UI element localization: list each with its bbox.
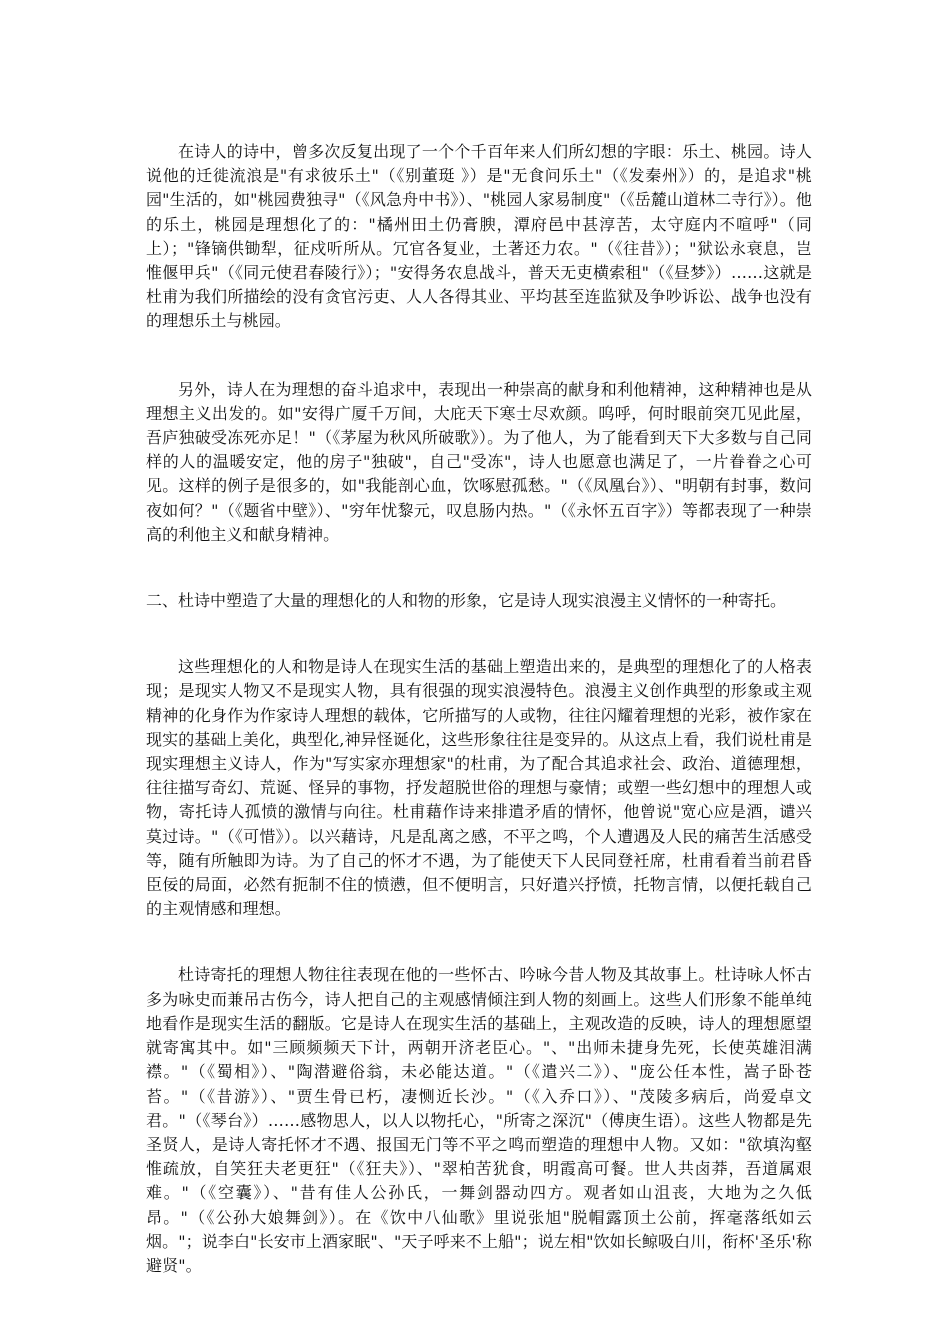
- paragraph-spacer: [146, 921, 812, 963]
- paragraph-spacer: [146, 547, 812, 589]
- paragraph-spacer: [146, 334, 812, 378]
- document-page: [146, 140, 812, 1278]
- paragraph-spacer: [146, 613, 812, 655]
- paragraph-historical-figures: 杜诗寄托的理想人物往往表现在他的一些怀古、吟咏今昔人物及其故事上。杜诗咏人怀古多为咏史而兼吊古伤今，诗人把自己的主观感情倾注到人物的刻画上。这些人们形象不能单纯地看作是现实生活的翻版。它是诗人在现实生活的基础上，主观改造的反映，诗人的理想愿望就寄寓其中。如"三顾频频天下计，两朝开济老臣心。"、"出师未捷身先死，长使英雄泪满襟。"（《蜀相》）、"陶潜避俗翁，未必能达道。"（《遣兴二》）、"庞公任本性，嵩子卧苍苔。"（《昔游》）、"贾生骨已朽，凄恻近长沙。"（《入乔口》）、"茂陵多病后，尚爱卓文君。"（《琴台》）……感物思人，以人以物托心，"所寄之深沉"（傅庚生语）。这些人物都是先圣贤人，是诗人寄托怀才不遇、报国无门等不平之鸣而塑造的理想中人物。又如："欲填沟壑惟疏放，自笑狂夫老更狂"（《狂夫》）、"翠柏苦犹食，明霞高可餐。世人共卤莽，吾道属艰难。"（《空囊》）、"昔有佳人公孙氏，一舞剑器动四方。观者如山沮丧，大地为之久低昂。"（《公孙大娘舞剑》）。在《饮中八仙歌》里说张旭"脱帽露顶土公前，挥毫落纸如云烟。"；说李白"长安市上酒家眠"、"天子呼来不上船"；说左相"饮如长鲸吸白川，衔杯'圣乐'称避贤"。: [146, 965, 812, 1275]
- paragraph-paradise: 在诗人的诗中，曾多次反复出现了一个个千百年来人们所幻想的字眼：乐土、桃园。诗人说他的迁徙流浪是"有求彼乐土"（《别董珽 》）是"无食问乐土"（《发秦州》）的，是追求"桃园"生活的，如"桃园费独寻"（《风急舟中书》）、"桃园人家易制度"（《岳麓山道林二寺行》）。他的乐土，桃园是理想化了的："橘州田土仍膏腴，潭府邑中甚淳苦，太守庭内不喧呼"（同上）；"锋镝供锄犁，征戍听所从。冗官各复业，土著还力农。"（《往昔》）；"狱讼永衰息，岂惟偃甲兵"（《同元使君春陵行》）；"安得务农息战斗，普天无吏横索租"（《昼梦》）……这就是杜甫为我们所描绘的没有贪官污吏、人人各得其业、平均甚至连监狱及争吵诉讼、战争也没有的理想乐土与桃园。: [146, 142, 812, 331]
- paragraph-idealized-figures: 这些理想化的人和物是诗人在现实生活的基础上塑造出来的，是典型的理想化了的人格表现；是现实人物又不是现实人物，具有很强的现实浪漫特色。浪漫主义创作典型的形象或主观精神的化身作为作家诗人理想的载体，它所描写的人或物，往往闪耀着理想的光彩，被作家在现实的基础上美化，典型化,神异怪诞化，这些形象往往是变异的。从这点上看，我们说杜甫是现实理想主义诗人，作为"写实家亦理想家"的杜甫，为了配合其追求社会、政治、道德理想，往往描写奇幻、荒诞、怪异的事物，抒发超脱世俗的理想与豪情；或塑一些幻想中的理想人或物，寄托诗人孤愤的激情与向往。杜甫藉作诗来排遣矛盾的情怀，他曾说"宽心应是酒，谴兴莫过诗。"（《可惜》）。以兴藉诗，凡是乱离之感，不平之鸣，个人遭遇及人民的痛苦生活感受等，随有所触即为诗。为了自己的怀才不遇，为了能使天下人民同登衽席，杜甫看着当前君昏臣佞的局面，必然有扼制不住的愤懑，但不便明言，只好遣兴抒愤，托物言情，以便托载自己的主观情感和理想。: [146, 657, 812, 919]
- section-heading: 二、杜诗中塑造了大量的理想化的人和物的形象，它是诗人现实浪漫主义情怀的一种寄托。: [146, 591, 787, 611]
- paragraph-altruism: 另外，诗人在为理想的奋斗追求中，表现出一种崇高的献身和利他精神，这种精神也是从理想主义出发的。如"安得广厦千万间，大庇天下寒士尽欢颜。呜呼，何时眼前突兀见此屋，吾庐独破受冻死亦足！"（《茅屋为秋风所破歌》）。为了他人，为了能看到天下大多数与自己同样的人的温暖安定，他的房子"独破"，自己"受冻"，诗人也愿意也满足了，一片眷眷之心可见。这样的例子是很多的，如"我能剖心血，饮啄慰孤愁。"（《凤凰台》）、"明朝有封事，数问夜如何？"（《题省中壁》）、"穷年忧黎元，叹息肠内热。"（《永怀五百字》）等都表现了一种崇高的利他主义和献身精神。: [146, 379, 812, 544]
